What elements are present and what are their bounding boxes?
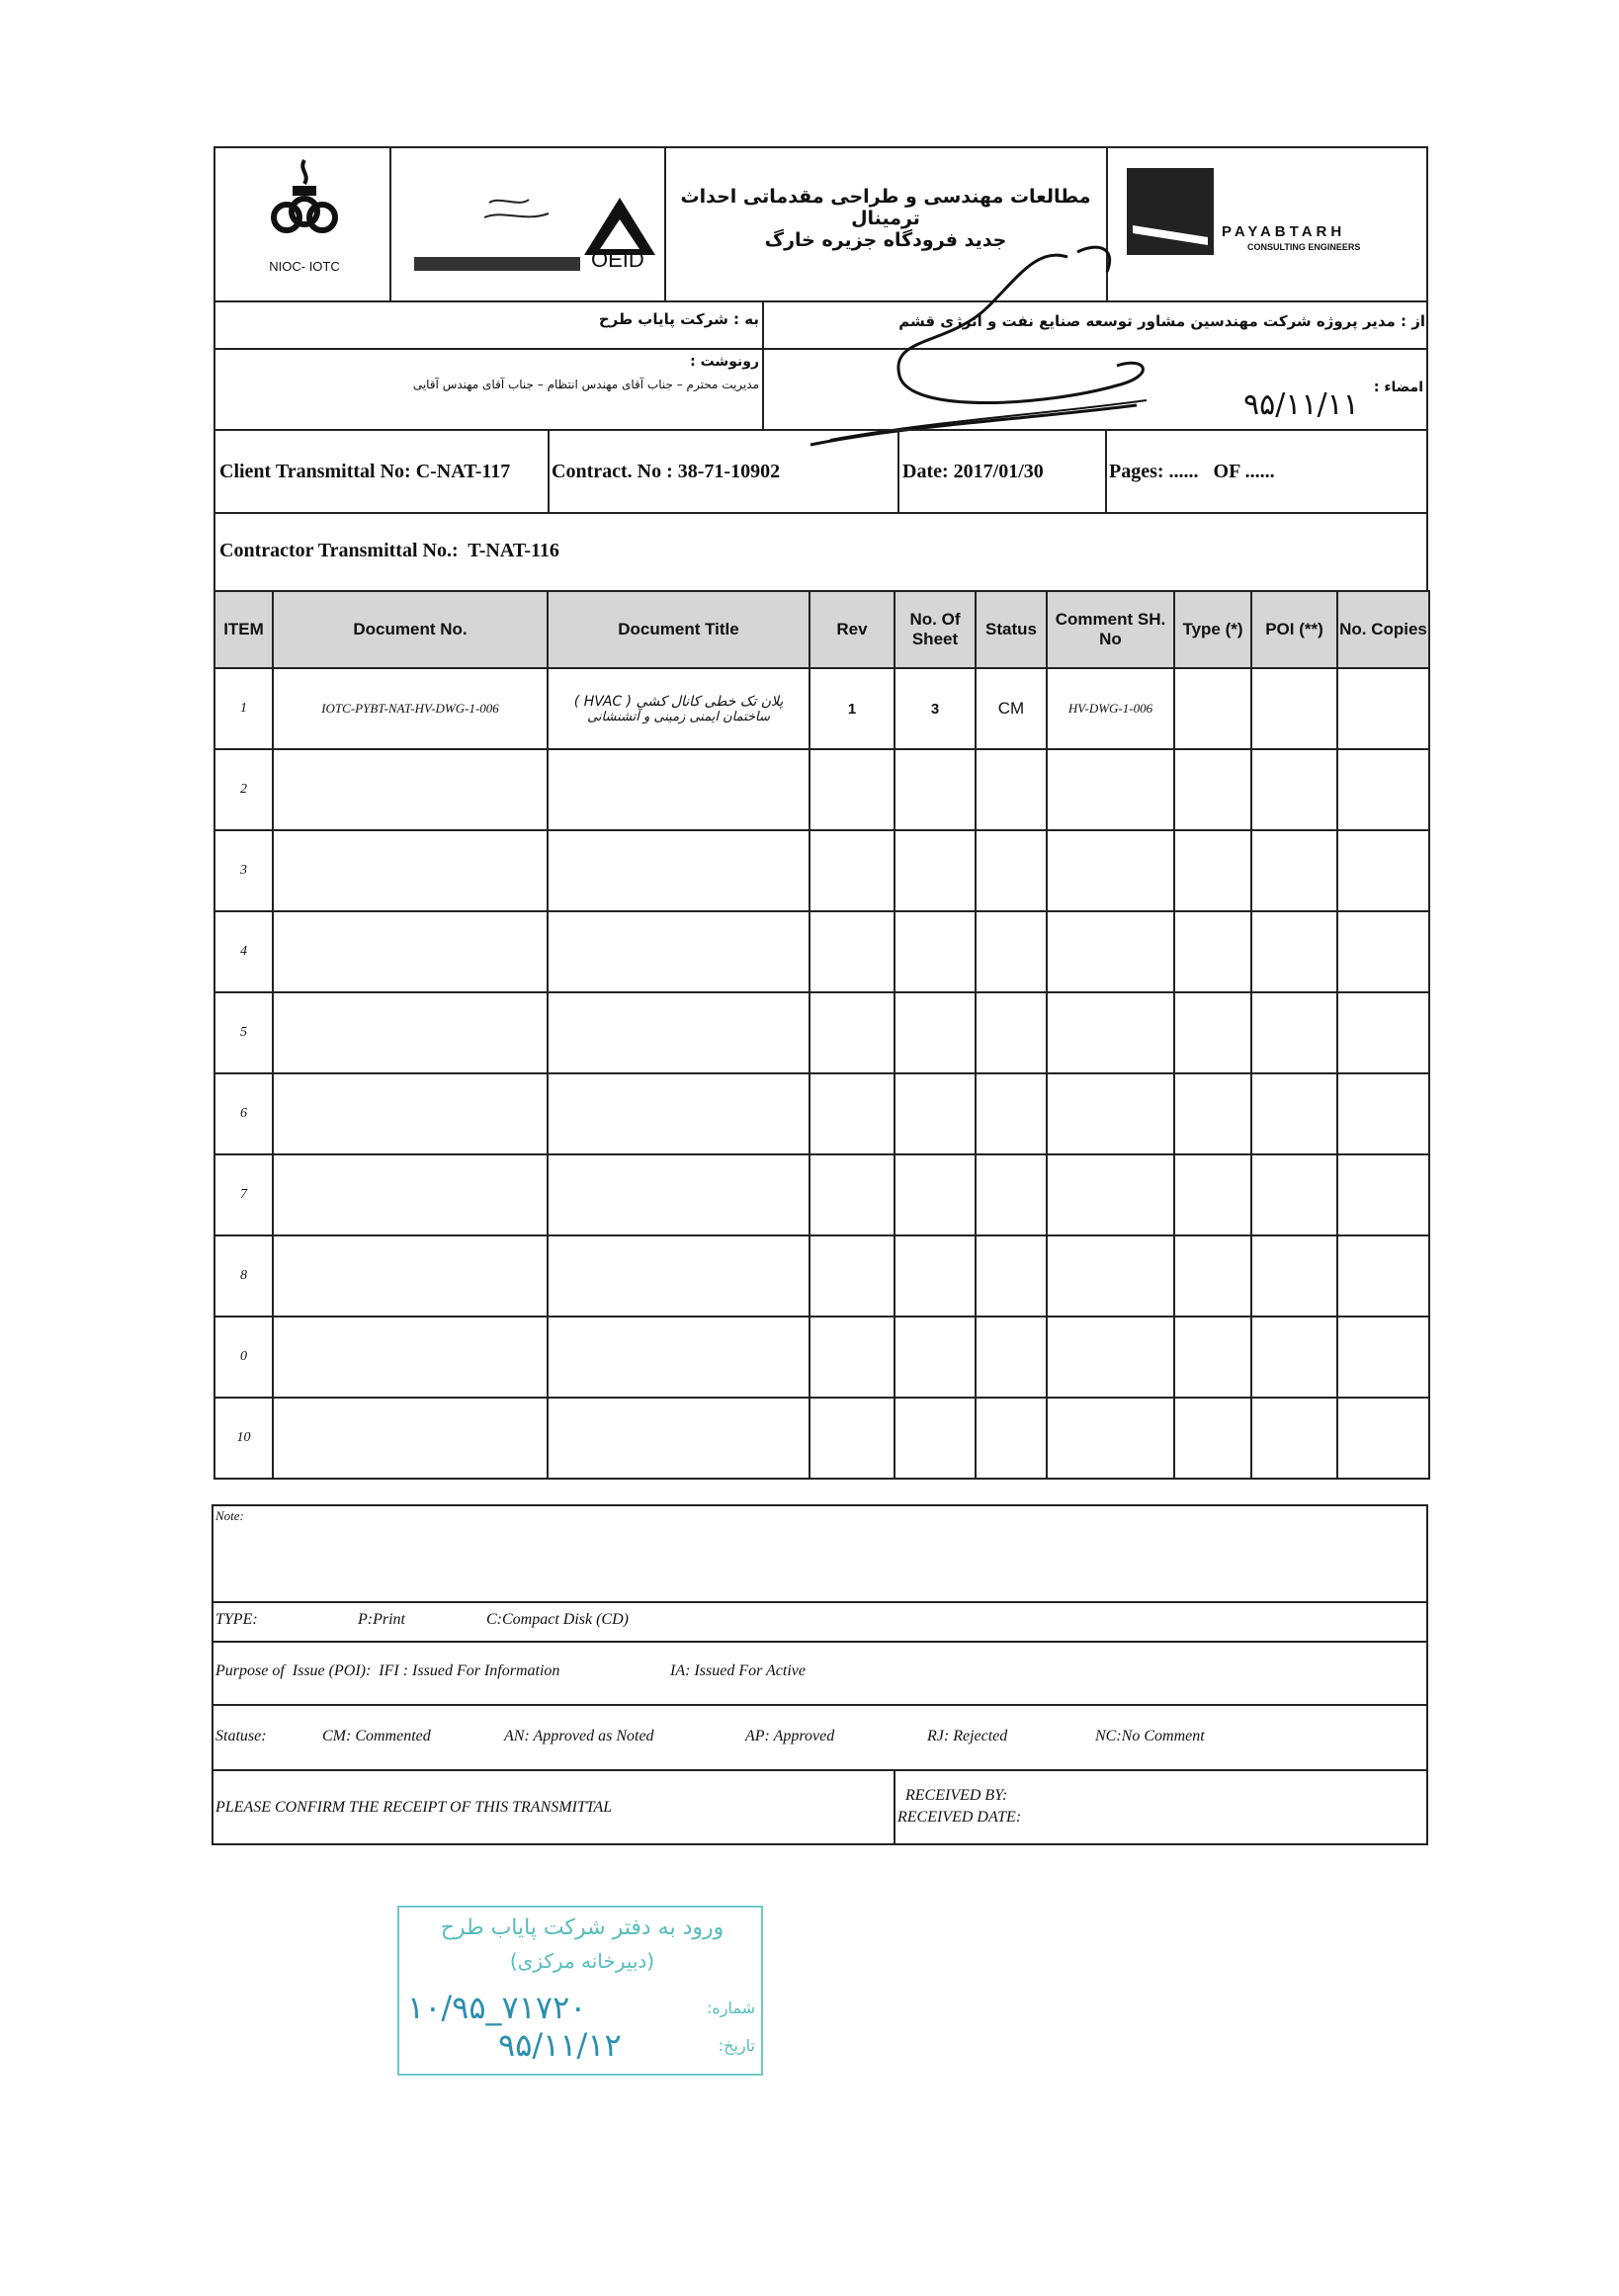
stamp-line1: ورود به دفتر شرکت پایاب طرح	[440, 1915, 724, 1940]
cell-copies	[1337, 668, 1429, 749]
cell-title	[548, 668, 810, 749]
status-ap: AP: Approved	[745, 1728, 835, 1744]
poi-ifi: Purpose of Issue (POI): IFI : Issued For Information	[215, 1662, 560, 1679]
stamp-date-value: ۹۵/۱۱/۱۲	[498, 2026, 622, 2064]
cell-status	[976, 911, 1047, 992]
cell-doc-no	[273, 1073, 548, 1154]
stamp-date-label: تاریخ:	[718, 2036, 755, 2055]
col-header-status: Status	[976, 591, 1047, 668]
cell-type	[1174, 1398, 1251, 1479]
pages-count: Pages: ...... OF ......	[1109, 461, 1275, 482]
cell-comment-sh	[1047, 1073, 1174, 1154]
cell-doc-no: IOTC-PYBT-NAT-HV-DWG-1-006	[273, 668, 548, 749]
cell-title	[548, 911, 810, 992]
col-header-poi: POI (**)	[1251, 591, 1337, 668]
col-header-rev: Rev	[810, 591, 895, 668]
note-label: Note:	[215, 1508, 244, 1523]
cell-sheets	[895, 1073, 976, 1154]
cell-comment-sh	[1047, 830, 1174, 911]
cell-sheets	[895, 911, 976, 992]
col-header-no-of-sheet: No. Of Sheet	[895, 591, 976, 668]
cell-comment-sh	[1047, 749, 1174, 830]
status-label: Statuse:	[215, 1728, 267, 1744]
project-title-line1: مطالعات مهندسی و طراحی مقدماتی احداث ترمینال	[680, 186, 1091, 229]
cell-doc-no	[273, 1317, 548, 1398]
cell-status	[976, 830, 1047, 911]
cell-type	[1174, 1235, 1251, 1317]
cell-copies	[1337, 992, 1429, 1073]
cell-type	[1174, 749, 1251, 830]
cell-title	[548, 1073, 810, 1154]
oeid-label: OEID	[591, 247, 644, 272]
table-row	[214, 1235, 1429, 1317]
cell-title	[548, 992, 810, 1073]
cell-item: 10	[214, 1398, 273, 1479]
status-nc: NC:No Comment	[1095, 1728, 1205, 1744]
cell-sheets: 3	[895, 668, 976, 749]
nioc-logo	[265, 156, 344, 245]
cell-type	[1174, 668, 1251, 749]
received-date: RECEIVED DATE:	[897, 1809, 1022, 1826]
cell-doc-no	[273, 1235, 548, 1317]
cell-status	[976, 1317, 1047, 1398]
cell-sheets	[895, 1317, 976, 1398]
cell-comment-sh	[1047, 1154, 1174, 1235]
cell-copies	[1337, 1398, 1429, 1479]
cell-type	[1174, 1154, 1251, 1235]
cell-poi	[1251, 1317, 1337, 1398]
received-by: RECEIVED BY:	[905, 1787, 1008, 1804]
cell-status	[976, 749, 1047, 830]
cell-copies	[1337, 749, 1429, 830]
table-header-row	[214, 591, 1429, 668]
cell-poi	[1251, 911, 1337, 992]
table-row	[214, 668, 1429, 749]
project-title-line2: جدید فرودگاه جزیره خارگ	[764, 229, 1007, 251]
cell-status: CM	[976, 668, 1047, 749]
document-table	[213, 590, 1430, 1480]
cell-copies	[1337, 1073, 1429, 1154]
cell-item: 8	[214, 1235, 273, 1317]
payabtarh-name: PAYABTARH	[1222, 223, 1346, 240]
cell-type	[1174, 830, 1251, 911]
receipt-stamp	[397, 1906, 763, 2076]
table-row	[214, 1073, 1429, 1154]
poi-ia: IA: Issued For Active	[670, 1662, 806, 1679]
cc-value: مدیریت محترم – جناب آقای مهندس انتظام – جناب آقای مهندس آقایی	[412, 378, 759, 391]
cell-type	[1174, 992, 1251, 1073]
cell-type	[1174, 1317, 1251, 1398]
cell-sheets	[895, 1235, 976, 1317]
type-label: TYPE:	[215, 1611, 258, 1628]
cell-rev	[810, 1154, 895, 1235]
cell-item: 4	[214, 911, 273, 992]
cell-item: 1	[214, 668, 273, 749]
table-row	[214, 992, 1429, 1073]
cell-doc-no	[273, 1154, 548, 1235]
cell-rev	[810, 1317, 895, 1398]
type-print: P:Print	[358, 1611, 405, 1628]
confirm-receipt: PLEASE CONFIRM THE RECEIPT OF THIS TRANSMITTAL	[215, 1799, 613, 1816]
status-an: AN: Approved as Noted	[504, 1728, 654, 1744]
nioc-label: NIOC- IOTC	[269, 259, 340, 274]
cell-status	[976, 1073, 1047, 1154]
transmittal-date: Date: 2017/01/30	[902, 461, 1044, 482]
cell-title	[548, 1235, 810, 1317]
cell-status	[976, 1398, 1047, 1479]
cell-doc-no	[273, 1398, 548, 1479]
cell-item: 6	[214, 1073, 273, 1154]
stamp-number-label: شماره:	[706, 1998, 755, 2017]
cell-item: 5	[214, 992, 273, 1073]
contractor-transmittal-no: Contractor Transmittal No.: T-NAT-116	[219, 540, 559, 561]
cell-status	[976, 992, 1047, 1073]
cell-sheets	[895, 830, 976, 911]
col-header-copies: No. Copies	[1337, 591, 1429, 668]
cell-sheets	[895, 1398, 976, 1479]
cell-title-line2: ساختمان ایمنی زمینی و آتشنشانی	[587, 709, 770, 724]
cell-copies	[1337, 1235, 1429, 1317]
cell-poi	[1251, 992, 1337, 1073]
col-header-type: Type (*)	[1174, 591, 1251, 668]
cell-status	[976, 1235, 1047, 1317]
signature-label: امضاء :	[1373, 380, 1423, 395]
cell-title	[548, 1317, 810, 1398]
cell-rev	[810, 911, 895, 992]
cell-poi	[1251, 830, 1337, 911]
cell-sheets	[895, 749, 976, 830]
status-rj: RJ: Rejected	[927, 1728, 1008, 1744]
cell-rev	[810, 1235, 895, 1317]
cc-label: رونوشت :	[690, 354, 759, 370]
cell-rev	[810, 1398, 895, 1479]
cell-title	[548, 749, 810, 830]
handwritten-date: ۹۵/۱۱/۱۱	[1243, 387, 1359, 422]
cell-item: 7	[214, 1154, 273, 1235]
cell-copies	[1337, 1154, 1429, 1235]
cell-title	[548, 1154, 810, 1235]
cell-poi	[1251, 668, 1337, 749]
from-field: از : مدیر پروژه شرکت مهندسین مشاور توسعه صنایع نفت و انرژی قشم	[898, 312, 1425, 330]
table-row	[214, 749, 1429, 830]
stamp-number-value: ۱۰/۹۵_۷۱۷۲۰	[407, 1989, 587, 2026]
cell-item: 3	[214, 830, 273, 911]
cell-type	[1174, 1073, 1251, 1154]
cell-title-line1: پلان تک خطی کانال کشی ( HVAC )	[573, 693, 784, 710]
table-row	[214, 1317, 1429, 1398]
to-field: به : شرکت پایاب طرح	[598, 310, 759, 328]
client-transmittal-no: Client Transmittal No: C-NAT-117	[219, 461, 511, 482]
cell-rev	[810, 830, 895, 911]
cell-status	[976, 1154, 1047, 1235]
cell-poi	[1251, 1235, 1337, 1317]
transmittal-info	[213, 429, 1428, 592]
cell-poi	[1251, 1073, 1337, 1154]
cell-doc-no	[273, 749, 548, 830]
col-header-document-no: Document No.	[273, 591, 548, 668]
cell-rev	[810, 992, 895, 1073]
cell-sheets	[895, 1154, 976, 1235]
cell-poi	[1251, 1398, 1337, 1479]
type-compact-disk: C:Compact Disk (CD)	[486, 1611, 629, 1628]
cell-item: 0	[214, 1317, 273, 1398]
cell-comment-sh	[1047, 1235, 1174, 1317]
col-header-comment-sh: Comment SH. No	[1047, 591, 1174, 668]
cell-comment-sh	[1047, 1398, 1174, 1479]
col-header-document-title: Document Title	[548, 591, 810, 668]
cell-copies	[1337, 911, 1429, 992]
cell-copies	[1337, 830, 1429, 911]
col-header-item: ITEM	[214, 591, 273, 668]
cell-title	[548, 1398, 810, 1479]
status-cm: CM: Commented	[322, 1728, 431, 1744]
cell-poi	[1251, 1154, 1337, 1235]
table-row	[214, 911, 1429, 992]
table-row	[214, 1398, 1429, 1479]
cell-copies	[1337, 1317, 1429, 1398]
cell-type	[1174, 911, 1251, 992]
cell-comment-sh	[1047, 911, 1174, 992]
cell-item: 2	[214, 749, 273, 830]
cell-sheets	[895, 992, 976, 1073]
cell-doc-no	[273, 992, 548, 1073]
cell-poi	[1251, 749, 1337, 830]
cell-rev	[810, 1073, 895, 1154]
cell-comment-sh	[1047, 1317, 1174, 1398]
cell-comment-sh	[1047, 992, 1174, 1073]
cell-doc-no	[273, 911, 548, 992]
stamp-line2: (دبیرخانه مرکزی)	[509, 1949, 655, 1973]
cell-title	[548, 830, 810, 911]
table-row	[214, 1154, 1429, 1235]
cell-doc-no	[273, 830, 548, 911]
payabtarh-subtitle: CONSULTING ENGINEERS	[1247, 242, 1361, 252]
contract-no: Contract. No : 38-71-10902	[552, 461, 781, 482]
cell-comment-sh: HV-DWG-1-006	[1047, 668, 1174, 749]
cell-rev: 1	[810, 668, 895, 749]
cell-rev	[810, 749, 895, 830]
table-row	[214, 830, 1429, 911]
